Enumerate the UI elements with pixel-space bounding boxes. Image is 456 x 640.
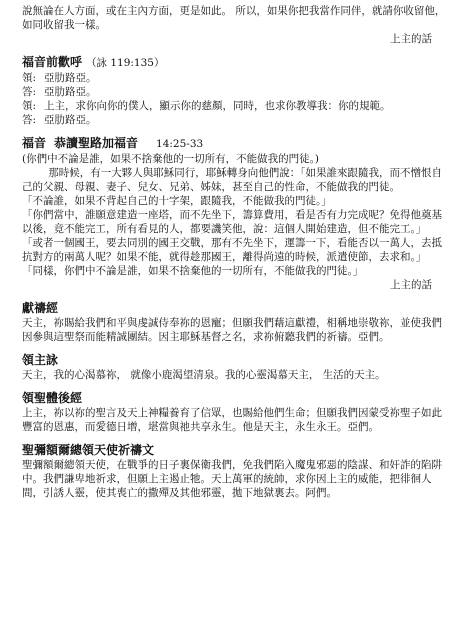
offertory-text: 天主，祢賜給我們和平與虔誠侍奉祢的恩寵；但願我們藉這獻禮，相稱地崇敬祢，並使我們因參與這聖祭而能精誠團結。因主耶穌基督之名，求祢俯聽我們的祈禱。亞們。	[22, 317, 442, 343]
response-label: 答:	[22, 86, 37, 98]
gospel-paragraph: 「或者一個國王，要去同別的國王交戰，那有不先坐下，運籌一下，看能否以一萬人，去抵抗對方的兩萬人呢？如果不能，就得趁那國王，離得尚遠的時候，派遣使節，去求和。」	[22, 237, 442, 263]
acclamation-heading	[22, 54, 446, 71]
acclamation-title: 福音前歡呼	[22, 55, 83, 69]
acclamation-line	[22, 99, 446, 113]
gospel-paragraph: 「你們當中，誰願意建造一座塔，而不先坐下，籌算費用，看是否有力完成呢？免得他奠基以後，竟不能完工，所有看見的人，都要譏笑他，說：這個人開始建造，但不能完工。」	[22, 209, 442, 235]
gospel-summary: (你們中不論是誰，如果不捨棄他的一切所有，不能做我的門徒。)	[22, 153, 319, 165]
acclamation-line	[22, 85, 446, 99]
gospel-paragraph: 那時候，有一大夥人與耶穌同行，耶穌轉身向他們說：「如果誰來跟隨我，而不憎恨自己的父親、母親、妻子、兒女、兄弟、姊妹，甚至自己的性命，不能做我的門徒。	[22, 167, 442, 193]
acclamation-ref: （詠 119:135）	[86, 57, 165, 69]
gospel-heading	[22, 135, 446, 152]
michael-prayer-text: 聖彌額爾總領天使，在戰爭的日子裏保衛我們，免我們陷入魔鬼邪惡的陰謀、和奸詐的陷阱中。我們謙卑地祈求，但願上主遏止牠。天上萬軍的統帥，求你因上主的威能，把徘徊人間，引誘人靈，使其喪亡的撒殫及其他邪靈，拋下地獄裏去。阿們。	[22, 459, 442, 499]
response-text: 亞肋路亞。	[44, 86, 97, 98]
response-label: 答:	[22, 114, 37, 126]
postcommunion-text: 上主，祢以祢的聖言及天上神糧養育了信眾，也賜給他們生命；但願我們因蒙受祢聖子如此豐富的恩惠，而愛德日增，堪當與祂共享永生。他是天主，永生永王。亞們。	[22, 407, 442, 433]
acclamation-line	[22, 71, 446, 85]
response-text: 上主，求你向你的僕人，顯示你的慈顏，同時，也求你教導我：你的規範。	[44, 100, 391, 112]
response-label: 領:	[22, 100, 37, 112]
gospel-paragraph: 「不論誰，如果不背起自己的十字架，跟隨我，不能做我的門徒。」	[22, 195, 332, 207]
communion-text: 天主，我的心渴慕祢， 就像小鹿渴望清泉。我的心靈渴慕天主， 生活的天主。	[22, 369, 386, 381]
intro-paragraph: 說無論在人方面，或在主內方面，更是如此。 所以，如果你把我當作同伴，就請你收留他， 如同收留我一樣。	[22, 5, 446, 31]
gospel-title: 福音	[22, 136, 47, 150]
communion-title: 領主詠	[22, 353, 59, 367]
gospel-subtitle: 恭讀聖路加福音	[54, 136, 139, 150]
response-text: 亞肋路亞。	[44, 114, 97, 126]
intro-closing: 上主的話	[390, 33, 432, 45]
postcommunion-title: 領聖體後經	[22, 391, 83, 405]
gospel-ref: 14:25-33	[156, 138, 204, 150]
response-text: 亞肋路亞。	[44, 72, 97, 84]
acclamation-line	[22, 113, 446, 127]
offertory-title: 獻禱經	[22, 301, 59, 315]
gospel-paragraph: 「同樣，你們中不論是誰，如果不捨棄他的一切所有，不能做我的門徒。」	[22, 265, 364, 277]
gospel-closing: 上主的話	[390, 279, 432, 291]
michael-prayer-title: 聖彌額爾總領天使祈禱文	[22, 443, 155, 457]
response-label: 領:	[22, 72, 37, 84]
